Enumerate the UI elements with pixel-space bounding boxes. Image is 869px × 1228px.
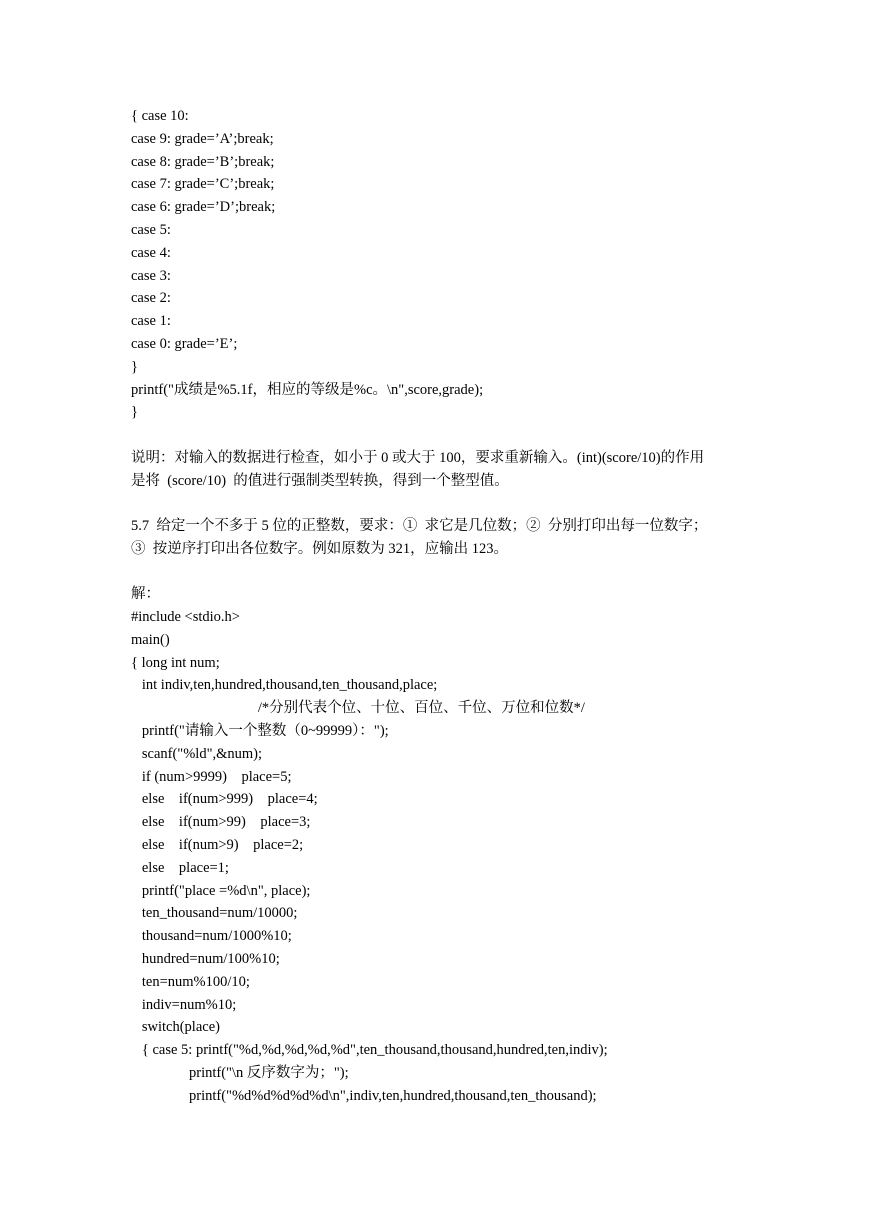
code-line: else if(num>999) place=4;: [131, 791, 318, 808]
code-line: else if(num>9) place=2;: [131, 837, 304, 853]
code-line: if (num>9999) place=5;: [131, 768, 292, 785]
code-line: case 6: grade=’D’;break;: [131, 199, 276, 216]
code-line: else place=1;: [131, 859, 229, 876]
code-line: printf("%d%d%d%d%d\n",indiv,ten,hundred,thousand,ten_thousand);: [131, 1087, 597, 1104]
code-line: hundred=num/100%10;: [131, 951, 280, 967]
code-line: }: [131, 358, 138, 375]
code-line: printf("\n 反序数字为；");: [131, 1065, 349, 1081]
code-line: case 9: grade=’A’;break;: [131, 130, 274, 147]
code-line: printf("成绩是%5.1f，相应的等级是%c。\n",score,grade);: [131, 381, 484, 398]
code-line: thousand=num/1000%10;: [131, 928, 292, 945]
code-line: printf("place =%d\n", place);: [131, 882, 311, 899]
code-line: }: [131, 404, 138, 421]
solution-label: 解：: [131, 586, 160, 602]
text-line: ③ 按逆序打印出各位数字。例如原数为 321，应输出 123。: [131, 540, 508, 557]
text-line: 5.7 给定一个不多于 5 位的正整数，要求：① 求它是几位数；② 分别打印出每一位数字；: [131, 518, 708, 534]
code-line: case 5:: [131, 222, 171, 238]
code-line: ten=num%100/10;: [131, 973, 250, 990]
code-line: case 7: grade=’C’;break;: [131, 176, 275, 193]
code-line: ten_thousand=num/10000;: [131, 905, 298, 922]
code-line: case 4:: [131, 244, 171, 261]
code-line: case 2:: [131, 290, 171, 307]
code-line: scanf("%ld",&num);: [131, 745, 263, 762]
code-line: case 0: grade=’E’;: [131, 336, 238, 352]
code-line: { case 10:: [131, 108, 189, 124]
code-line: case 3:: [131, 267, 171, 284]
code-line: { long int num;: [131, 654, 220, 671]
code-line: indiv=num%10;: [131, 996, 237, 1013]
code-line: printf("请输入一个整数（0~99999）：");: [131, 723, 389, 739]
code-line: /*分别代表个位、十位、百位、千位、万位和位数*/: [131, 700, 585, 717]
code-line: else if(num>99) place=3;: [131, 814, 311, 831]
code-line: #include <stdio.h>: [131, 609, 240, 625]
code-line: switch(place): [131, 1019, 220, 1036]
text-line: 说明：对输入的数据进行检查，如小于 0 或大于 100，要求重新输入。(int)(score/10)的作用: [131, 450, 705, 466]
text-line: 是将 (score/10) 的值进行强制类型转换，得到一个整型值。: [131, 472, 509, 489]
code-line: int indiv,ten,hundred,thousand,ten_thousand,place;: [131, 677, 438, 694]
code-line: { case 5: printf("%d,%d,%d,%d,%d",ten_thousand,thousand,hundred,ten,indiv);: [131, 1042, 608, 1059]
code-line: case 1:: [131, 313, 171, 330]
code-line: main(): [131, 631, 170, 648]
code-line: case 8: grade=’B’;break;: [131, 153, 275, 170]
